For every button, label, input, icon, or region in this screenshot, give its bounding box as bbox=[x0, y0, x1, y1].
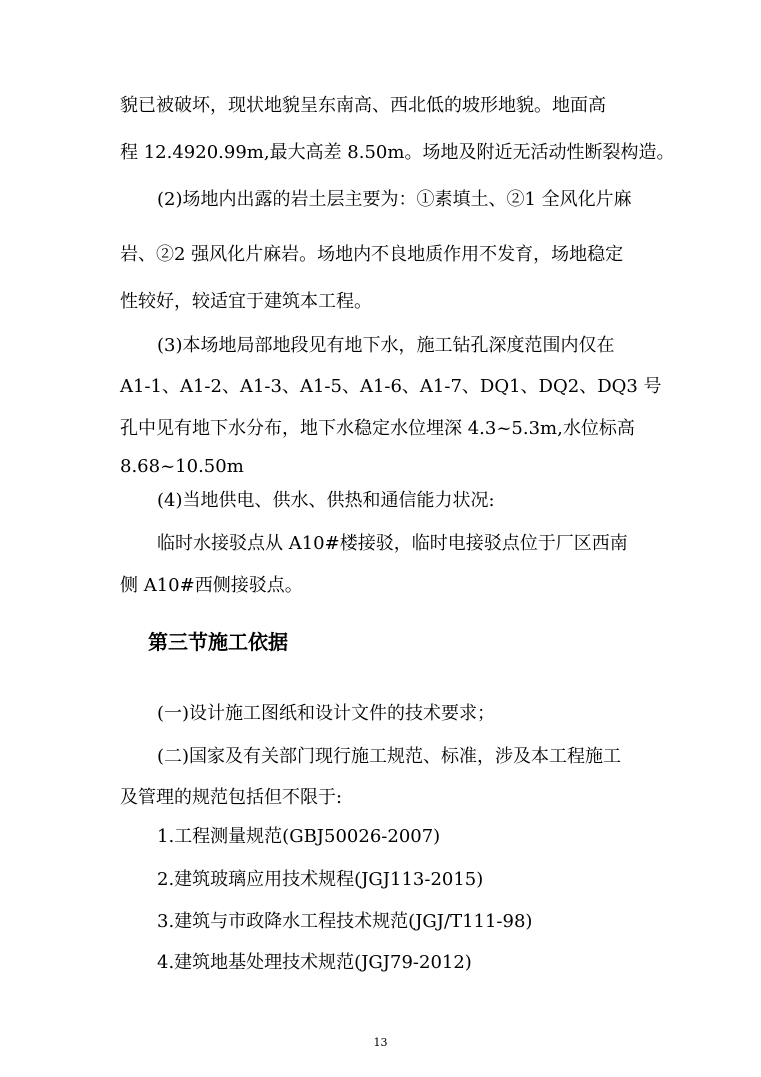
paragraph-line: 临时水接驳点从 A10#楼接驳，临时电接驳点位于厂区西南 bbox=[157, 533, 628, 554]
paragraph-line: (2)场地内出露的岩土层主要为：①素填土、②1 全风化片麻 bbox=[157, 189, 632, 210]
paragraph-line: 性较好，较适宜于建筑本工程。 bbox=[120, 291, 372, 312]
paragraph-line: 侧 A10#西侧接驳点。 bbox=[120, 575, 303, 596]
page-number: 13 bbox=[373, 1036, 388, 1049]
paragraph-line: 8.68~10.50m bbox=[120, 456, 244, 477]
paragraph-line: 岩、②2 强风化片麻岩。场地内不良地质作用不发育，场地稳定 bbox=[120, 244, 624, 265]
paragraph-line: A1-1、A1-2、A1-3、A1-5、A1-6、A1-7、DQ1、DQ2、DQ3 号 bbox=[120, 376, 662, 397]
paragraph-line: (3)本场地局部地段见有地下水，施工钻孔深度范围内仅在 bbox=[157, 335, 615, 356]
paragraph-line: 孔中见有地下水分布，地下水稳定水位埋深 4.3~5.3m,水位标高 bbox=[120, 418, 635, 439]
paragraph-line: (4)当地供电、供水、供热和通信能力状况: bbox=[157, 490, 495, 511]
section-heading: 第三节施工依据 bbox=[148, 630, 288, 654]
list-item: 2.建筑玻璃应用技术规程(JGJ113-2015) bbox=[157, 869, 484, 890]
list-item: 1.工程测量规范(GBJ50026-2007) bbox=[157, 826, 441, 847]
paragraph-line: 貌已被破坏，现状地貌呈东南高、西北低的坡形地貌。地面高 bbox=[120, 95, 606, 116]
paragraph-line: (二)国家及有关部门现行施工规范、标准，涉及本工程施工 bbox=[157, 746, 622, 767]
list-item: 4.建筑地基处理技术规范(JGJ79-2012) bbox=[157, 952, 472, 973]
paragraph-line: (一)设计施工图纸和设计文件的技术要求； bbox=[157, 703, 496, 724]
list-item: 3.建筑与市政降水工程技术规范(JGJ/T111-98) bbox=[157, 911, 533, 932]
paragraph-line: 及管理的规范包括但不限于: bbox=[120, 787, 343, 808]
paragraph-line: 程 12.4920.99m,最大高差 8.50m。场地及附近无活动性断裂构造。 bbox=[120, 142, 675, 163]
